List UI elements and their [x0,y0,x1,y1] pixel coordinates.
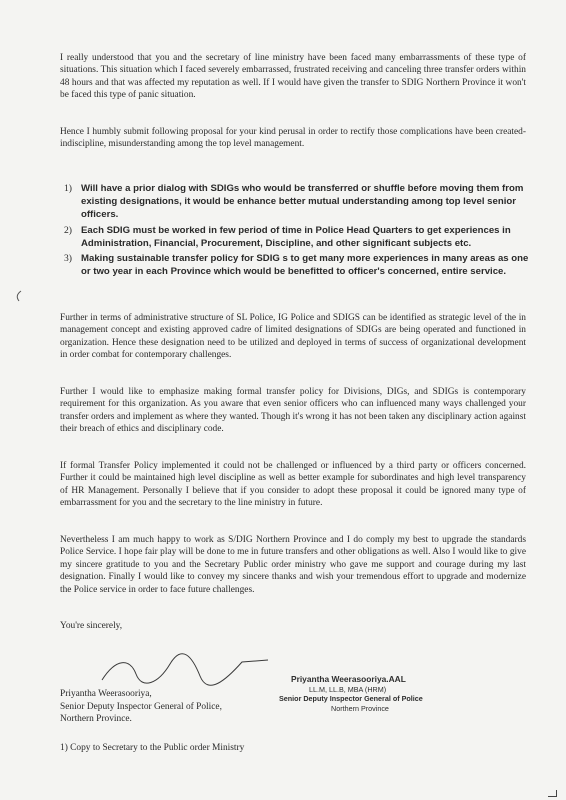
proposal-text: Making sustainable transfer policy for SDIG s to get many more experiences in many areas as one or two year in each Province which would be benefitted to officer's concerned, entire service. [81,253,529,278]
stamp-rank: Senior Deputy Inspector General of Police [279,694,423,704]
proposal-list [64,182,532,280]
stamp-name: Priyantha Weerasooriya.AAL [291,674,406,684]
paragraph-closing-thanks: Nevertheless I am much happy to work as S/DIG Northern Province and I do comply my best to upgrade the standards Police Service. I hope fair play will be done to me in future transfers and other obligations as well. Also I would like to give my sincere gratitude to you and the Secretary Public order ministry who gave me support and courage during my last designation. Finally I would like to convey my sincere thanks and wish your tremendous effort to upgrade and modernize the Police service in order to face future challenges. [60,535,526,595]
paragraph-proposal-intro: Hence I humbly submit following proposal for your kind perusal in order to rectify those complications have been created- indiscipline, misunderstanding among the top level management. [60,127,526,150]
proposal-text: Each SDIG must be worked in few period of time in Police Head Quarters to get experiences in Administration, Financial, Procurement, Discipline, and other significant subjects etc. [81,224,511,249]
proposal-item-3 [64,252,532,278]
paragraph-transfer-policy: Further I would like to emphasize making formal transfer policy for Divisions, DIGs, and SDIGs is contemporary requirement for this organization. As you aware that even senior officers who can influenced many ways challenged your transfer orders and implement as where they wanted. Though it's wrong it has not been taken any disciplinary action against their breach of ethics and disciplinary code. [60,387,526,435]
paragraph-formal-transfer: If formal Transfer Policy implemented it could not be challenged or influenced by a third party or officers concerned. Further it could be maintained high level discipline as well as better example for subordinates and high level transparency of HR Management. Personally I believe that if you consider to adopt these proposal it could be ignored many type of embarrassment for you and the secretary to the line ministry in future. [60,461,526,509]
proposal-number: 2) [64,224,72,236]
signatory-province: Northern Province. [60,714,132,725]
paragraph-administrative-structure: Further in terms of administrative structure of SL Police, IG Police and SDIGS can be identified as strategic level of the in management concept and existing approved cadre of limited designations of SDIGs are being operated and functioned in organization. Hence these designation need to be utilized and deployed in terms of success of organizational development in order combat for contemporary challenges. [60,313,526,361]
stamp-province: Northern Province [331,703,389,713]
stamp-qualifications: LL.M, LL.B, MBA (HRM) [309,684,387,694]
proposal-number: 1) [64,183,72,194]
margin-mark-icon [14,290,24,302]
proposal-item-1 [64,182,532,222]
proposal-item-2 [64,224,532,250]
page-corner-mark [548,790,557,797]
signature-block [60,688,320,726]
paragraph-embarrassment: I really understood that you and the secretary of line ministry have been faced many embarrassments of these type of situations. This situation which I faced severely embarrassed, frustrated receiving and canceling three transfer orders within 48 hours and that was affected my reputation as well. If I would have given the transfer to SDIG Northern Province it won't be faced this type of panic situation. [60,53,526,101]
salutation: You're sincerely, [60,621,123,631]
copy-line: 1) Copy to Secretary to the Public order Ministry [60,743,245,753]
signatory-title: Senior Deputy Inspector General of Police, [60,701,222,712]
proposal-text: Will have a prior dialog with SDIGs who would be transferred or shuffle before moving them from existing designations, it would be enhance better mutual understanding among top level senior officers. [81,183,524,221]
handwritten-signature [96,650,276,690]
proposal-number: 3) [64,253,72,265]
signatory-name: Priyantha Weerasooriya, [60,689,152,699]
